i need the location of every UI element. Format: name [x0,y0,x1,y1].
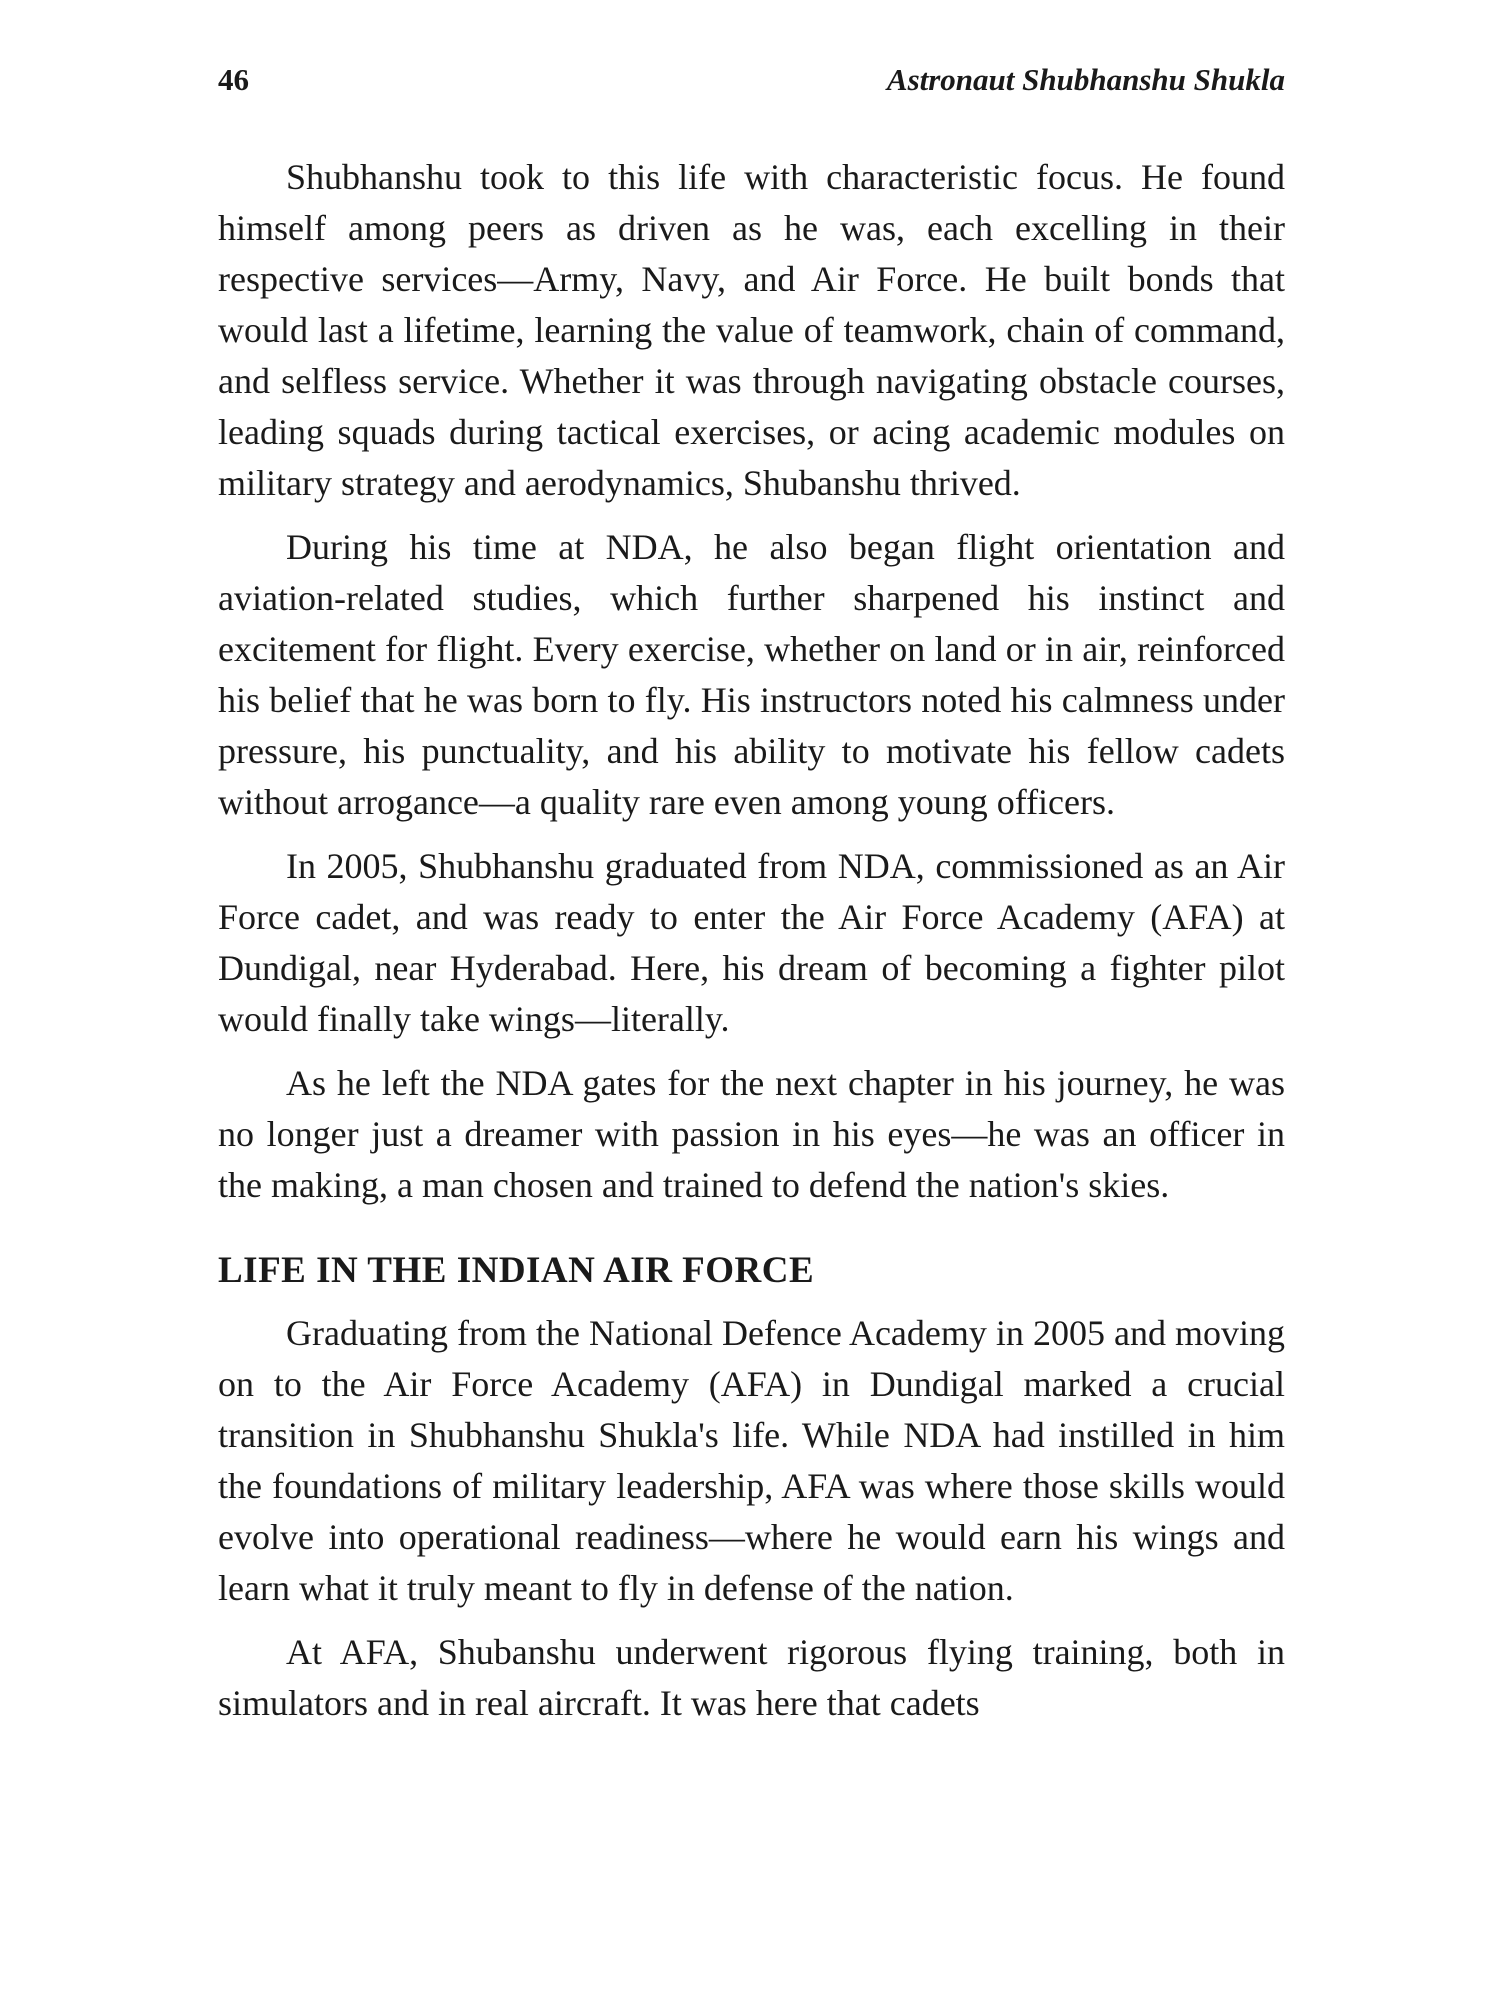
paragraph: During his time at NDA, he also began flight orientation and aviation-related studies, which further sharpened his instinct and excitement for flight. Every exercise, whether on land or in air, reinforced his belief that he was born to fly. His instructors noted his calmness under pressure, his punctuality, and his ability to motivate his fellow cadets without arrogance—a quality rare even among young officers. [218,527,1285,822]
paragraph: Graduating from the National Defence Academy in 2005 and moving on to the Air Force Academy (AFA) in Dundigal marked a crucial transition in Shubhanshu Shukla's life. While NDA had instilled in him the foundations of military leadership, AFA was where those skills would evolve into operational readiness—where he would earn his wings and learn what it truly meant to fly in defense of the nation. [218,1313,1285,1608]
section-heading: LIFE IN THE INDIAN AIR FORCE [218,1250,815,1291]
paragraph: In 2005, Shubhanshu graduated from NDA, commissioned as an Air Force cadet, and was ready to enter the Air Force Academy (AFA) at Dundigal, near Hyderabad. Here, his dream of becoming a fighter pilot would finally take wings—literally. [218,846,1285,1039]
paragraph: As he left the NDA gates for the next chapter in his journey, he was no longer just a dreamer with passion in his eyes—he was an officer in the making, a man chosen and trained to defend the nation's skies. [218,1063,1285,1205]
paragraph: At AFA, Shubanshu underwent rigorous flying training, both in simulators and in real aircraft. It was here that cadets [218,1632,1285,1723]
running-title: Astronaut Shubhanshu Shukla [886,62,1285,97]
body-text [218,152,1285,1742]
running-head [218,62,1285,112]
paragraph: Shubhanshu took to this life with characteristic focus. He found himself among peers as driven as he was, each excelling in their respective services—Army, Navy, and Air Force. He built bonds that would last a lifetime, learning the value of teamwork, chain of command, and selfless service. Whether it was through navigating obstacle courses, leading squads during tactical exercises, or acing academic modules on military strategy and aerodynamics, Shubanshu thrived. [218,157,1285,503]
page-number: 46 [218,62,249,97]
